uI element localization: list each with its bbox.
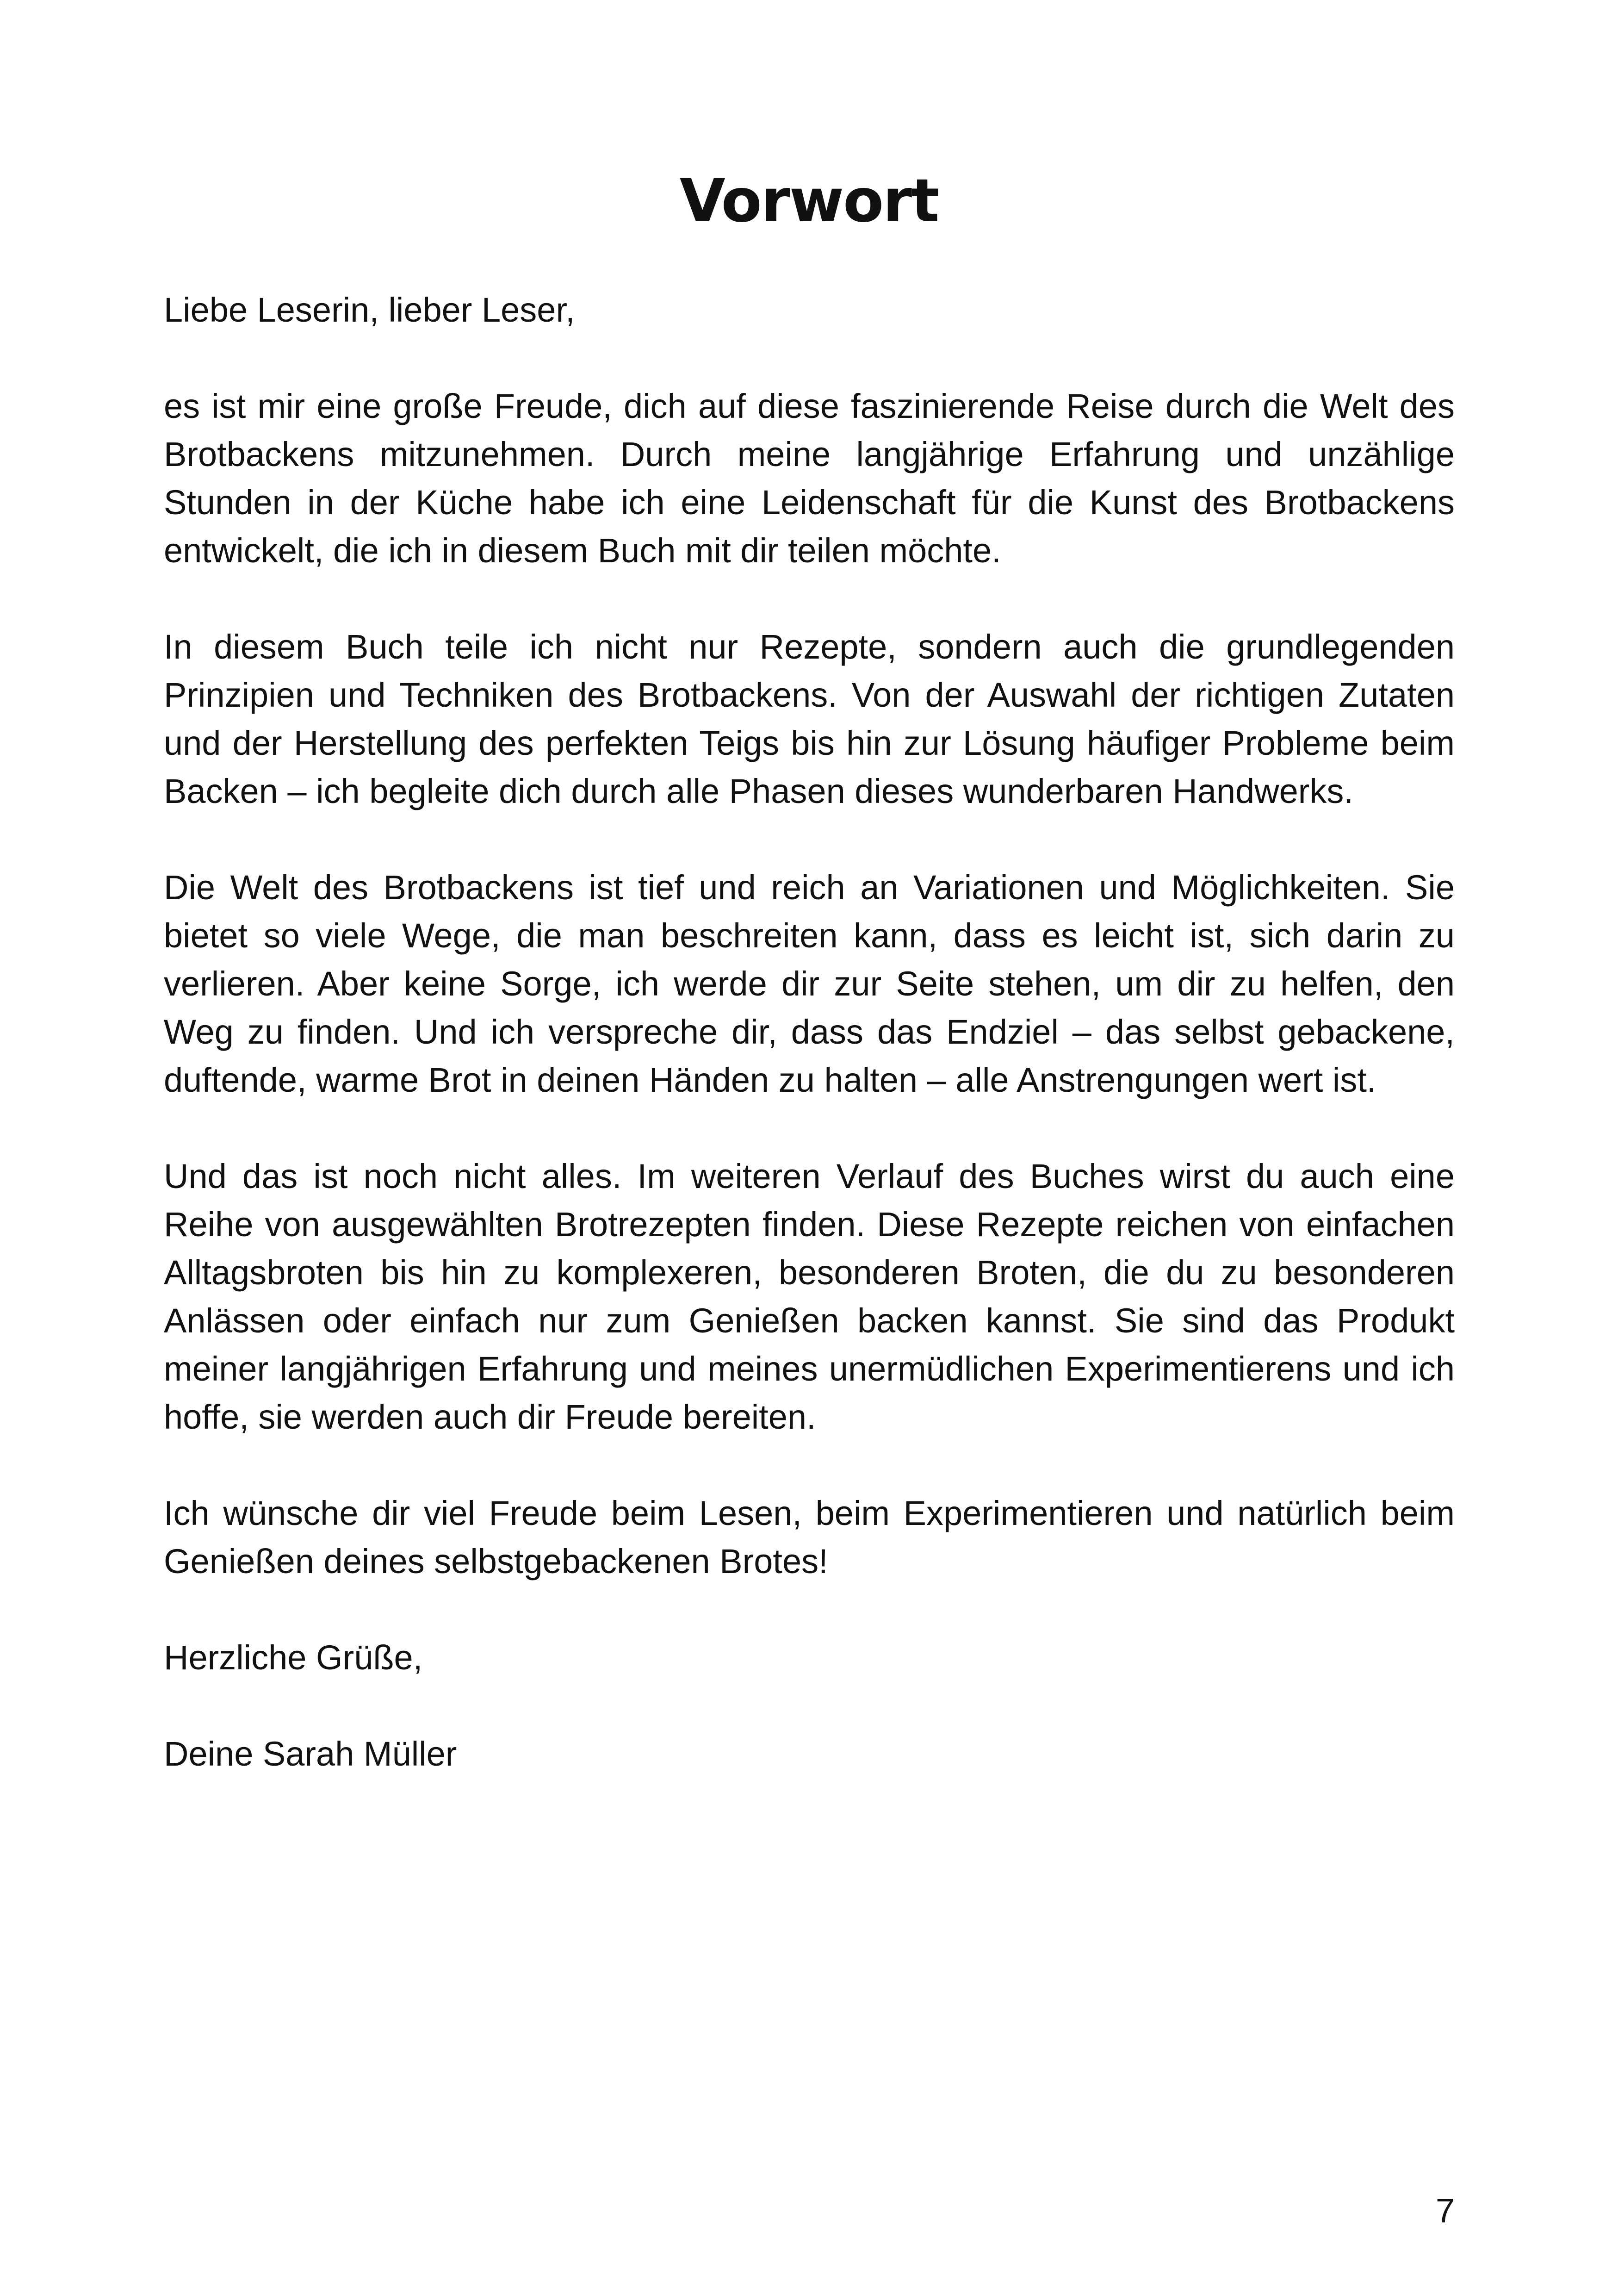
paragraph-principles: In diesem Buch teile ich nicht nur Rezepte, sondern auch die grundlegenden Prinzipien und Techniken des Brotbackens. Von der Auswahl der richtigen Zutaten und der Herstellung des perfekten Teigs bis hin zur Lösung häufiger Probleme beim Backen – ich begleite dich durch alle Phasen dieses wunderbaren Handwerks. <box>164 628 1455 810</box>
foreword-body <box>164 286 1455 1826</box>
paragraph-wishes: Ich wünsche dir viel Freude beim Lesen, beim Experimentieren und natürlich beim Genießen deines selbstgebackenen Brotes! <box>164 1494 1455 1580</box>
salutation: Liebe Leserin, lieber Leser, <box>164 291 575 329</box>
page-title: Vorwort <box>679 167 939 236</box>
signature: Deine Sarah Müller <box>164 1735 457 1773</box>
paragraph-variations: Die Welt des Brotbackens ist tief und reich an Variationen und Möglichkeiten. Sie bietet so viele Wege, die man beschreiten kann, dass es leicht ist, sich darin zu verlieren. Aber keine Sorge, ich werde dir zur Seite stehen, um dir zu helfen, den Weg zu finden. Und ich verspreche dir, dass das Endziel – das selbst gebackene, duftende, warme Brot in deinen Händen zu halten – alle Anstrengungen wert ist. <box>164 868 1455 1099</box>
paragraph-recipes: Und das ist noch nicht alles. Im weiteren Verlauf des Buches wirst du auch eine Reihe von ausgewählten Brotrezepten finden. Diese Rezepte reichen von einfachen Alltagsbroten bis hin zu komplexeren, besonderen Broten, die du zu besonderen Anlässen oder einfach nur zum Genießen backen kannst. Sie sind das Produkt meiner langjährigen Erfahrung und meines unermüdlichen Experimentierens und ich hoffe, sie werden auch dir Freude bereiten. <box>164 1157 1455 1436</box>
paragraph-intro: es ist mir eine große Freude, dich auf diese faszinierende Reise durch die Welt des Brotbackens mitzunehmen. Durch meine langjährige Erfahrung und unzählige Stunden in der Küche habe ich eine Leidenschaft für die Kunst des Brotbackens entwickelt, die ich in diesem Buch mit dir teilen möchte. <box>164 387 1455 570</box>
page-number: 7 <box>1435 2191 1455 2230</box>
closing: Herzliche Grüße, <box>164 1638 423 1677</box>
